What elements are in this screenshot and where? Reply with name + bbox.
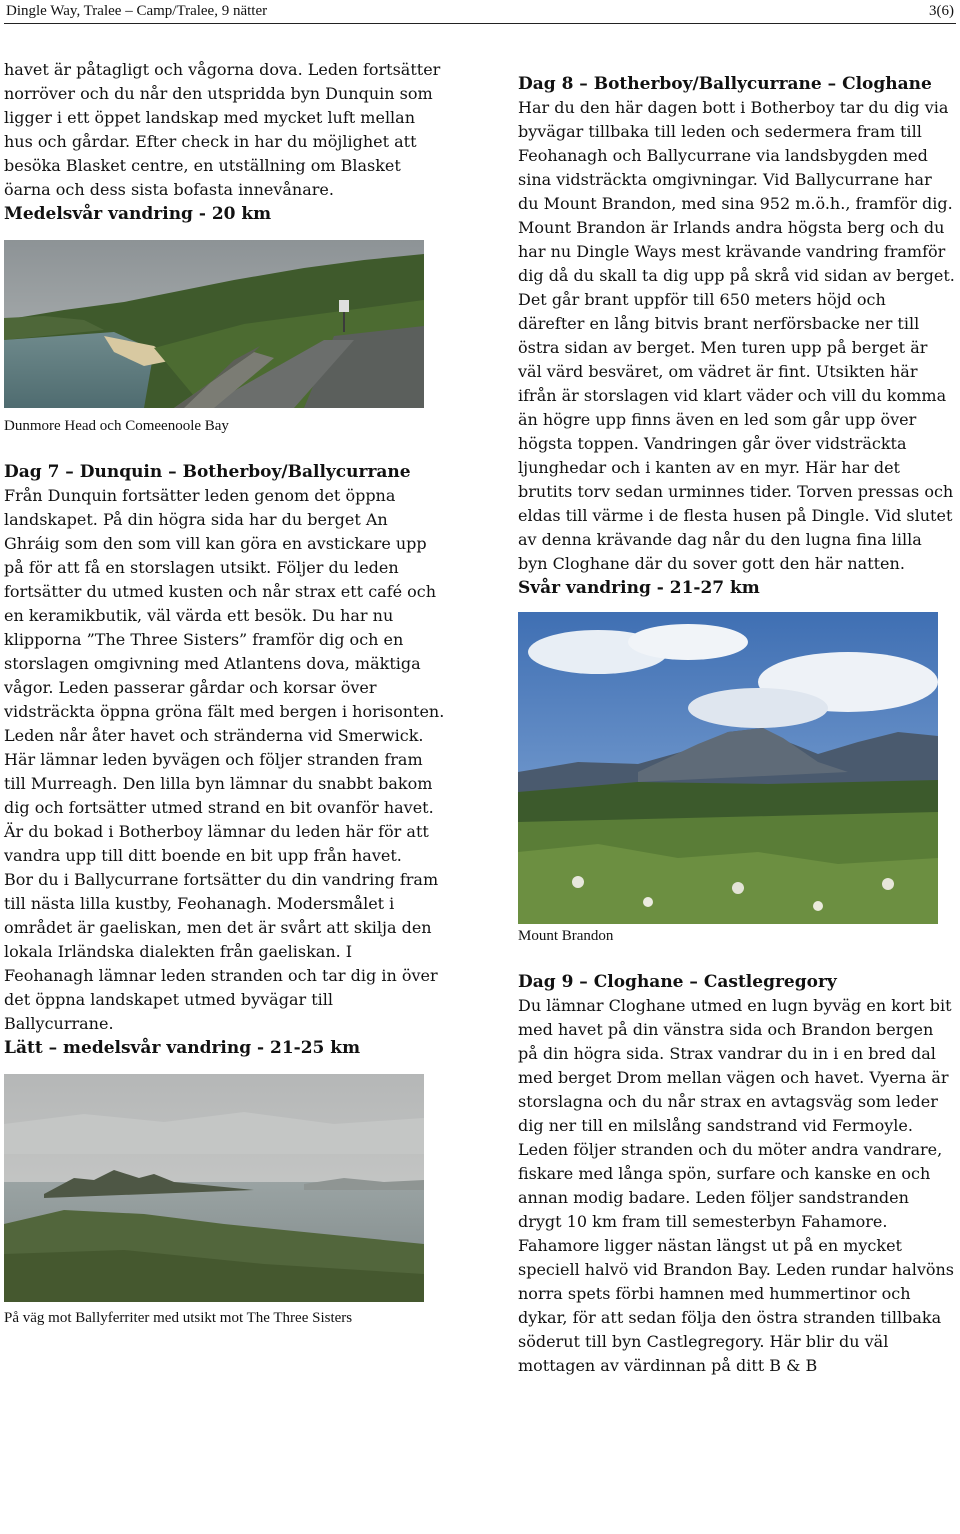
left-column [4,58,446,1328]
mount-brandon-image [518,612,938,924]
day7-paragraph: Från Dunquin fortsätter leden genom det öppna landskapet. På din högra sida har du berget An Ghráig som den som vill kan göra en avstickare upp på för att få en storslagen utsikt. Följer du leden fortsätter du utmed kusten och når strax ett café och en keramikbutik, väl värda ett besök. Du har nu klipporna ”The Three Sisters” framför dig och en storslagen omgivning med Atlantens dova, mäktiga vågor. Leden passerar gårdar och korsar över vidsträckta öppna gröna fält med bergen i horisonten. Leden når åter havet och stränderna vid Smerwick. Här lämnar leden byvägen och följer stranden fram till Murreagh. Den lilla byn lämnar du snabbt bakom dig och fortsätter utmed strand en bit ovanför havet. Är du bokad i Botherboy lämnar du leden här för att vandra upp till ditt boende en bit upp från havet. [4,486,445,865]
coastal-road-image [4,240,424,408]
photo-mount-brandon [518,612,938,924]
photo-three-sisters [4,1074,424,1302]
day7-difficulty: Lätt – medelsvår vandring - 21-25 km [4,1038,361,1058]
day7-heading: Dag 7 – Dunquin – Botherboy/Ballycurrane [4,462,411,482]
day9-paragraph: Du lämnar Cloghane utmed en lugn byväg en kort bit med havet på din vänstra sida och Brandon bergen på din högra sida. Strax vandrar du in i en bred dal med berget Drom mellan vägen och havet. Vyerna är storslagna och du når strax en avtagsväg som leder dig ner till en milslång sandstrand vid Fermoyle. Leden följer stranden och du möter andra vandrare, fiskare med långa spön, surfare och kanske en och annan modig badare. Leden följer sandstranden drygt 10 km fram till semesterbyn Fahamore. Fahamore ligger nästan längst ut på en mycket speciell halvö vid Brandon Bay. Leden rundar halvöns norra spets förbi hamnen med hummertinor och dykar, för att sedan följa den östra stranden tillbaka söderut till byn Castlegregory. Här blir du väl mottagen av värdinnan på ditt B & B [518,996,955,1375]
photo-dunmore-head [4,240,424,408]
day8-difficulty: Svår vandring - 21-27 km [518,578,760,598]
intro-difficulty: Medelsvår vandring - 20 km [4,204,272,224]
photo-caption: Dunmore Head och Comeenoole Bay [4,418,229,434]
header-divider [4,23,956,24]
page-number: 3(6) [929,3,954,19]
day8-heading: Dag 8 – Botherboy/Ballycurrane – Cloghane [518,74,932,94]
right-column [518,72,956,1378]
day8-paragraph: Har du den här dagen bott i Botherboy tar du dig via byvägar tillbaka till leden och sedermera fram till Feohanagh och Ballycurrane via landsbygden med sina vidsträckta omgivningar. Vid Ballycurrane har du Mount Brandon, med sina 952 m.ö.h., framför dig. Mount Brandon är Irlands andra högsta berg och du har nu Dingle Ways mest krävande vandring framför dig då du skall ta dig upp på skrå vid sidan av berget. Det går brant uppför till 650 meters höjd och därefter en lång bitvis brant nerförsbacke ner till östra sidan av berget. Men turen upp på berget är väl värd besväret, om vädret är fint. Utsikten här ifrån är storslagen vid klart väder och vill du komma än högre upp finns även en led som går upp över högsta toppen. Vandringen går över vidsträckta ljunghedar och i kanten av en myr. Här har det brutits torv sedan urminnes tider. Torven pressas och eldas till värme i de flesta husen på Dingle. Vid slutet av denna krävande dag når du den lugna fina lilla byn Cloghane där du sover gott den här natten. [518,98,955,573]
intro-paragraph: havet är påtagligt och vågorna dova. Leden fortsätter norröver och du når den utspridda byn Dunquin som ligger i ett öppet landskap med mycket luft mellan hus och gårdar. Efter check in har du möjlighet att besöka Blasket centre, en utställning om Blasket öarna och dess sista bofasta innevånare. [4,60,441,199]
photo-caption: På väg mot Ballyferriter med utsikt mot The Three Sisters [4,1310,353,1326]
three-sisters-image [4,1074,424,1302]
day9-heading: Dag 9 – Cloghane – Castlegregory [518,972,837,992]
header-title: Dingle Way, Tralee – Camp/Tralee, 9 nätter [6,3,268,19]
day7-paragraph-2: Bor du i Ballycurrane fortsätter du din vandring fram till nästa lilla kustby, Feohanagh. Modersmålet i området är gaeliskan, men det är svårt att skilja den lokala Irländska dialekten från gaeliskan. I Feohanagh lämnar leden stranden och tar dig in över det öppna landskapet utmed byvägar till Ballycurrane. [4,870,439,1033]
photo-caption: Mount Brandon [518,928,614,944]
